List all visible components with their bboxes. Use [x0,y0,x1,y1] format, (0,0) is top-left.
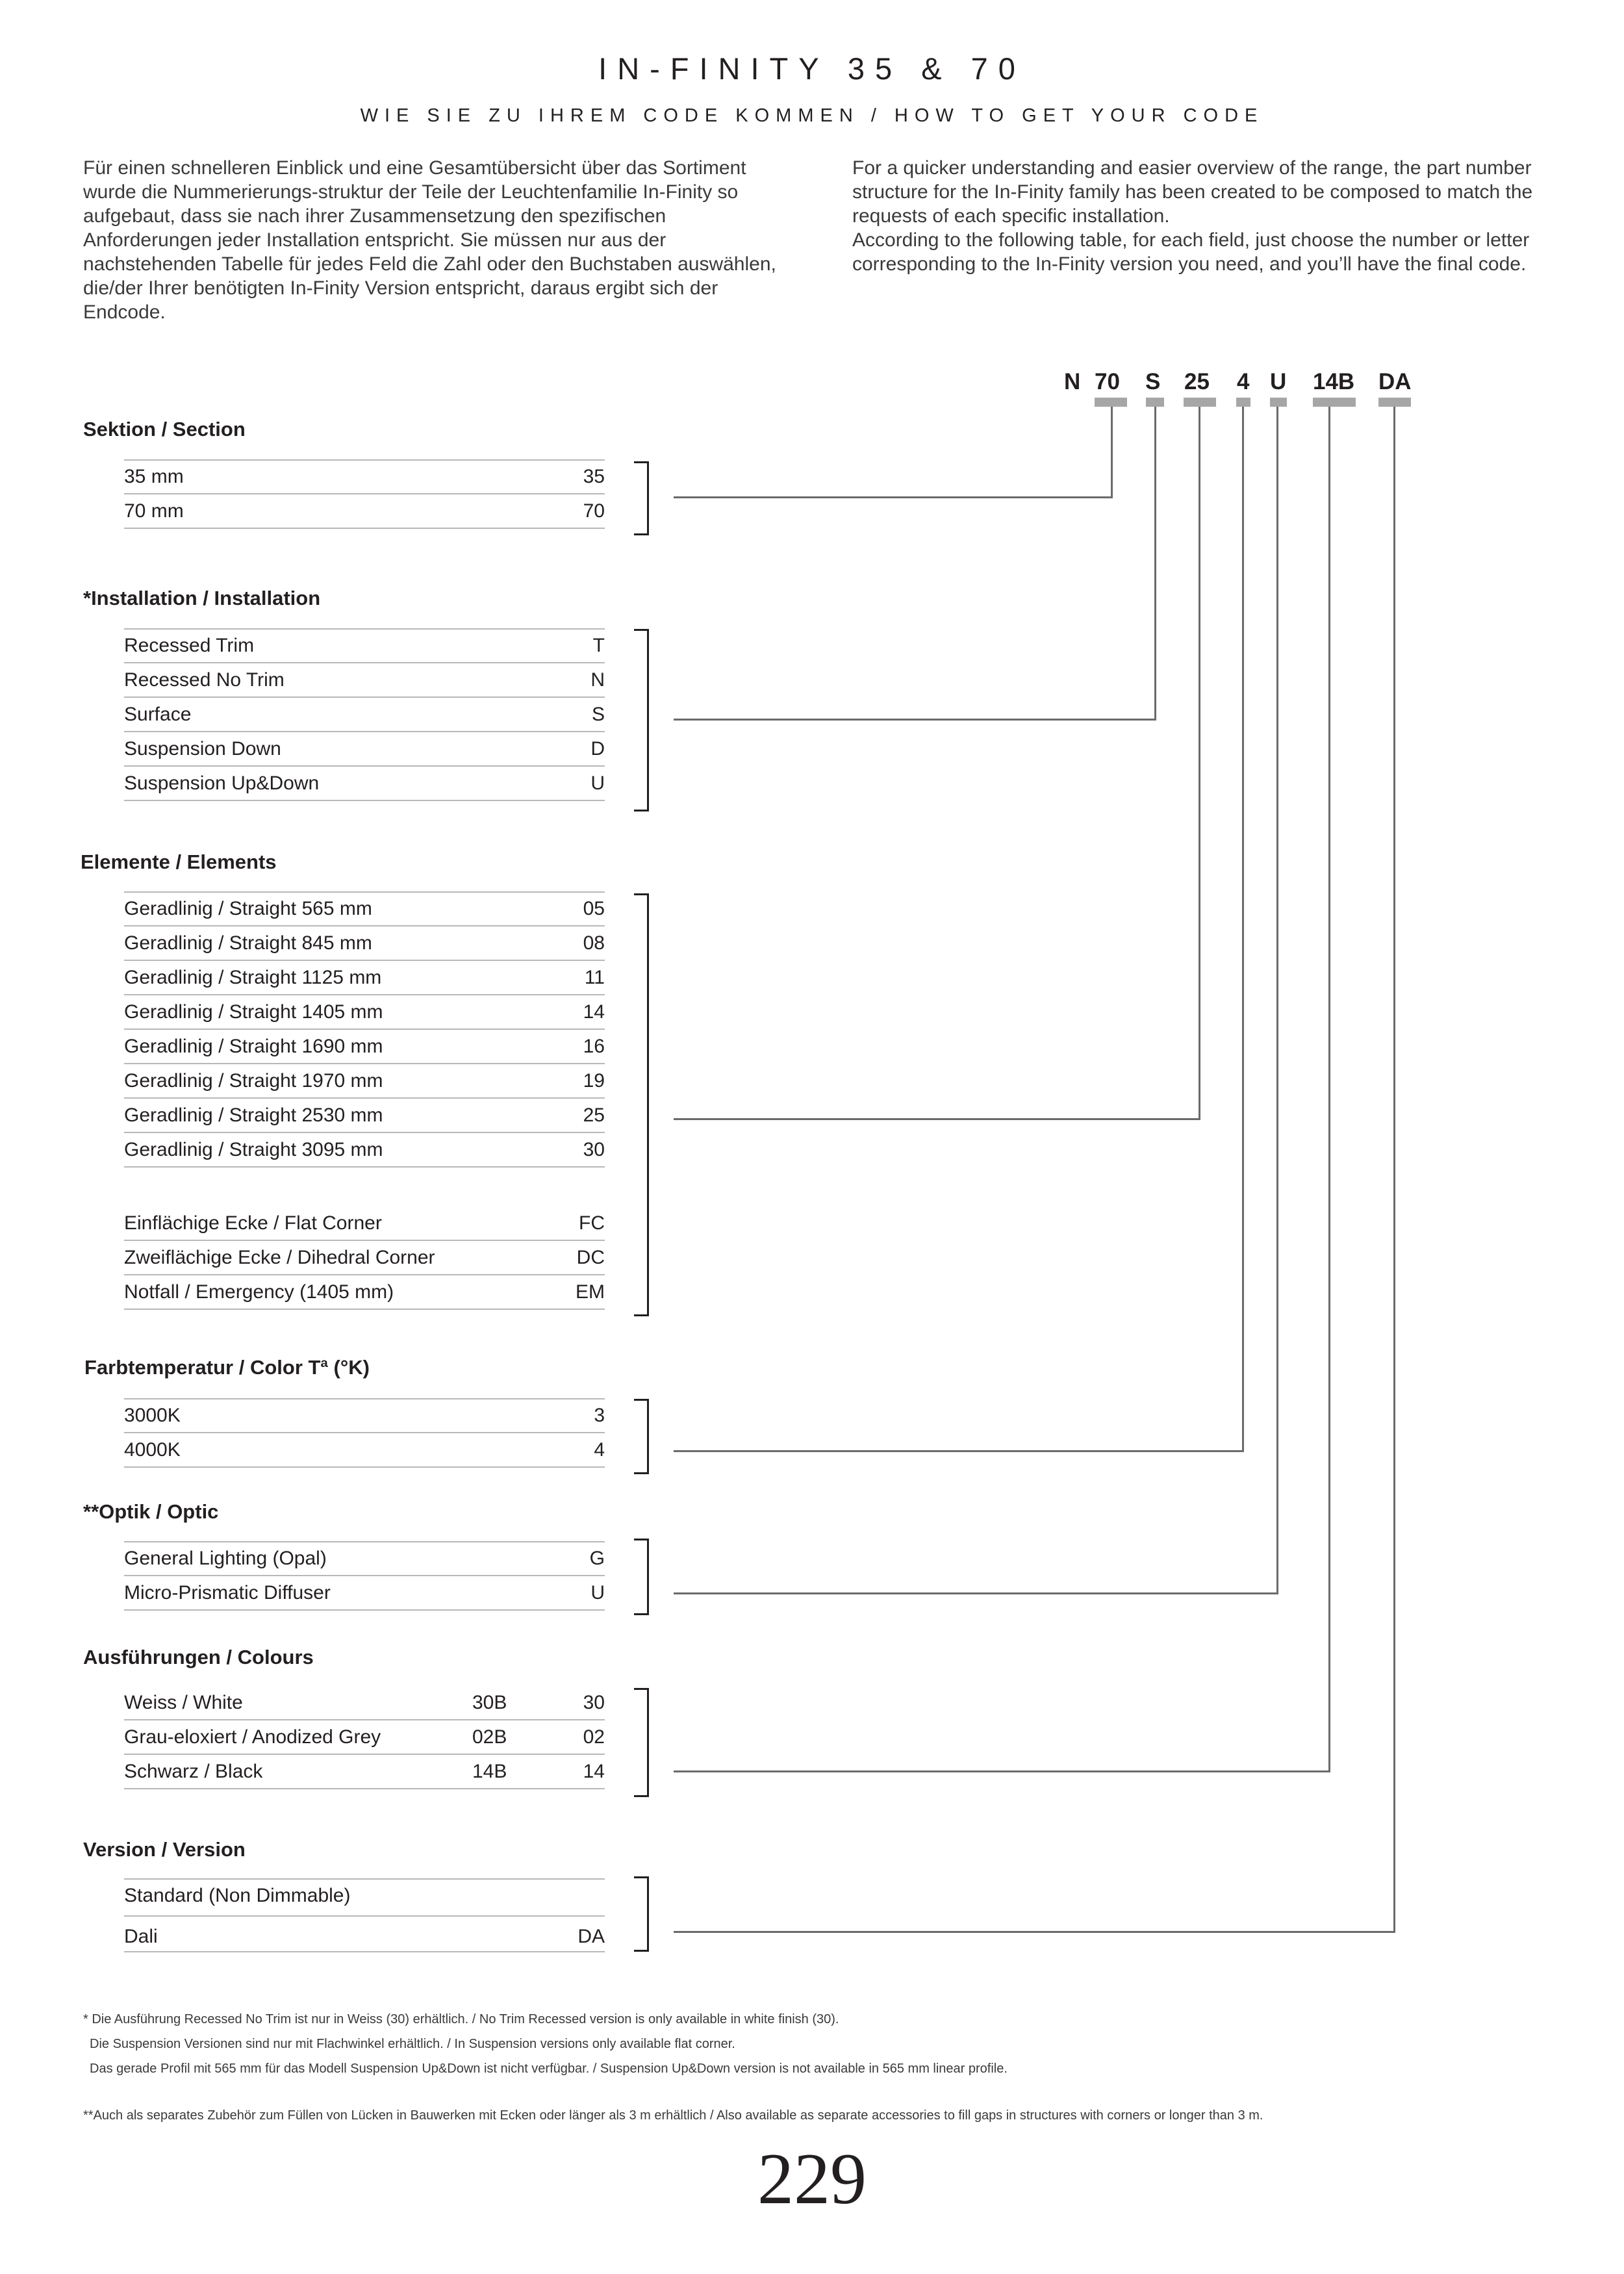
row-code: N [590,669,605,691]
footnote: Das gerade Profil mit 565 mm für das Modell Suspension Up&Down ist nicht verfügbar. / Suspension Up&Down version is not available in 565 mm linear profile. [90,2062,1008,2076]
table-row [124,961,605,995]
connector-line [1276,407,1278,1594]
intro-german [83,156,791,324]
row-code: FC [579,1212,605,1234]
row-label: Geradlinig / Straight 1970 mm [124,1070,383,1092]
code-segment-bar [1313,398,1356,407]
section-heading: **Optik / Optic [83,1500,219,1523]
connector-line [674,1931,1395,1933]
row-label: 4000K [124,1439,181,1461]
code-segment-section: 70 [1095,369,1120,394]
row-label: Schwarz / Black [124,1761,263,1782]
row-code: 70 [583,500,605,522]
connector-line [1154,407,1156,720]
row-code: 19 [583,1070,605,1092]
connector-line [1393,407,1395,1932]
row-label: General Lighting (Opal) [124,1548,327,1569]
row-code: 05 [583,898,605,919]
table-row [124,1030,605,1064]
row-label: Geradlinig / Straight 1405 mm [124,1001,383,1023]
row-label: Dali [124,1926,158,1947]
table-row [124,926,605,961]
footnote: Die Suspension Versionen sind nur mit Flachwinkel erhältlich. / In Suspension versions only available flat corner. [90,2037,735,2051]
page-title: IN-FINITY 35 & 70 [598,51,1026,86]
section-bracket [634,1539,649,1615]
table-row [124,629,605,663]
code-segment-bar [1270,398,1287,407]
row-code: 3 [594,1405,605,1426]
section-bracket [634,461,649,535]
table-row [124,732,605,767]
row-code-alt: 30B [472,1692,507,1713]
table-row [124,1399,605,1433]
table-row [124,1099,605,1133]
row-code: 25 [583,1105,605,1126]
table-row [124,995,605,1030]
section-heading: Elemente / Elements [81,850,277,873]
connector-line [674,1770,1330,1772]
row-code: 35 [583,466,605,487]
code-segment-bar [1095,398,1127,407]
code-segment-bar [1236,398,1250,407]
row-label: Recessed No Trim [124,669,285,691]
connector-line [1242,407,1244,1451]
intro-english-paragraph: According to the following table, for each field, just choose the number or letter corresponding to the In-Finity version you need, and you’ll have the final code. [852,229,1530,275]
code-segment-installation: S [1145,369,1161,394]
row-code: EM [576,1281,605,1303]
row-code: U [590,1582,605,1603]
table-row [124,460,605,494]
row-label: Recessed Trim [124,635,255,656]
table-row [124,1879,605,1917]
table-row [124,1720,605,1755]
row-code: 08 [583,932,605,954]
row-code: DC [576,1247,605,1268]
connector-line [1328,407,1330,1772]
row-code: DA [577,1926,605,1947]
row-label: Zweiflächige Ecke / Dihedral Corner [124,1247,435,1268]
section-bracket [634,1688,649,1797]
footnote: * Die Ausführung Recessed No Trim ist nur in Weiss (30) erhältlich. / No Trim Recessed version is only available in white finish (30). [83,2012,839,2026]
code-segment-elements: 25 [1184,369,1210,394]
section-heading: Farbtemperatur / Color Tª (°K) [84,1356,370,1379]
row-code: 30 [583,1139,605,1160]
table-row [124,1241,605,1275]
table-row [124,892,605,926]
row-label: Surface [124,704,192,725]
row-code: S [591,704,605,725]
section-heading: Sektion / Section [83,418,246,441]
row-label: Suspension Up&Down [124,773,320,794]
table-row [124,1133,605,1168]
section-bracket [634,1399,649,1474]
row-label: 70 mm [124,500,184,522]
table-row [124,1275,605,1310]
code-segment-color-temp: 4 [1237,369,1250,394]
row-label: Standard (Non Dimmable) [124,1885,351,1906]
intro-german-text: Für einen schnelleren Einblick und eine Gesamtübersicht über das Sortiment wurde die Nummerierungs-struktur der Teile der Leuchtenfamilie In-Finity so aufgebaut, dass sie nach ihrer Zusammensetzung den spezifischen Anforderungen jeder Installation entspricht. Sie müssen nur aus der nachstehenden Tabelle für jedes Feld die Zahl oder den Buchstaben auswählen, die/der Ihrer benötigten In-Finity Version entspricht, daraus ergibt sich der Endcode. [83,157,776,323]
connector-line [674,496,1113,498]
row-label: Grau-eloxiert / Anodized Grey [124,1726,381,1748]
connector-line [674,1118,1200,1120]
table-row [124,1755,605,1789]
row-label: Einflächige Ecke / Flat Corner [124,1212,382,1234]
row-label: Micro-Prismatic Diffuser [124,1582,331,1603]
section-bracket [634,629,649,811]
section-bracket [634,1876,649,1952]
row-label: 35 mm [124,466,184,487]
row-label: Notfall / Emergency (1405 mm) [124,1281,394,1303]
row-code: 14 [583,1001,605,1023]
table-row [124,1064,605,1099]
code-segment-bar [1184,398,1216,407]
code-segment-bar [1378,398,1411,407]
row-label: Geradlinig / Straight 2530 mm [124,1105,383,1126]
row-code: D [590,738,605,760]
table-row [124,663,605,698]
section-heading: Version / Version [83,1838,246,1861]
table-row [124,1576,605,1611]
table-row [124,1542,605,1576]
intro-english [852,156,1560,276]
row-label: 3000K [124,1405,181,1426]
table-row [124,1686,605,1720]
row-label: Geradlinig / Straight 3095 mm [124,1139,383,1160]
row-label: Weiss / White [124,1692,243,1713]
row-code-alt: 14B [472,1761,507,1782]
row-code: T [592,635,605,656]
table-row [124,1433,605,1468]
code-segment-colour: 14B [1313,369,1355,394]
row-code: 02 [583,1726,605,1748]
connector-line [1111,407,1113,498]
page-subtitle: WIE SIE ZU IHREM CODE KOMMEN / HOW TO GET YOUR CODE [360,105,1264,126]
row-code: 11 [584,967,605,988]
table-row [124,1207,605,1241]
table-row [124,698,605,732]
connector-line [674,719,1156,721]
row-label: Geradlinig / Straight 845 mm [124,932,372,954]
row-label: Geradlinig / Straight 1125 mm [124,967,382,988]
table-row [124,494,605,529]
connector-line [1199,407,1200,1119]
row-code-alt: 02B [472,1726,507,1748]
page-number: 229 [757,2139,867,2219]
row-code: U [590,773,605,794]
code-segment-optic: U [1270,369,1287,394]
intro-english-paragraph: For a quicker understanding and easier overview of the range, the part number structure for the In-Finity family has been created to be composed to match the requests of each specific installation. [852,157,1533,227]
row-label: Geradlinig / Straight 565 mm [124,898,372,919]
row-label: Geradlinig / Straight 1690 mm [124,1036,383,1057]
table-row [124,767,605,801]
section-bracket [634,893,649,1316]
row-code: 4 [594,1439,605,1461]
row-code: 14 [583,1761,605,1782]
row-code: 30 [583,1692,605,1713]
connector-line [674,1450,1244,1452]
section-heading: Ausführungen / Colours [83,1646,314,1668]
row-code: 16 [583,1036,605,1057]
code-segment-n: N [1064,369,1081,394]
connector-line [674,1592,1278,1594]
code-segment-version: DA [1378,369,1412,394]
table-row [124,1917,605,1952]
section-heading: *Installation / Installation [83,587,321,609]
footnote: **Auch als separates Zubehör zum Füllen von Lücken in Bauwerken mit Ecken oder länger als 3 m erhältlich / Also available as separate accessories to fill gaps in structures with corners or longer than 3 m. [83,2108,1263,2123]
row-label: Suspension Down [124,738,281,760]
code-segment-bar [1146,398,1164,407]
row-code: G [589,1548,605,1569]
